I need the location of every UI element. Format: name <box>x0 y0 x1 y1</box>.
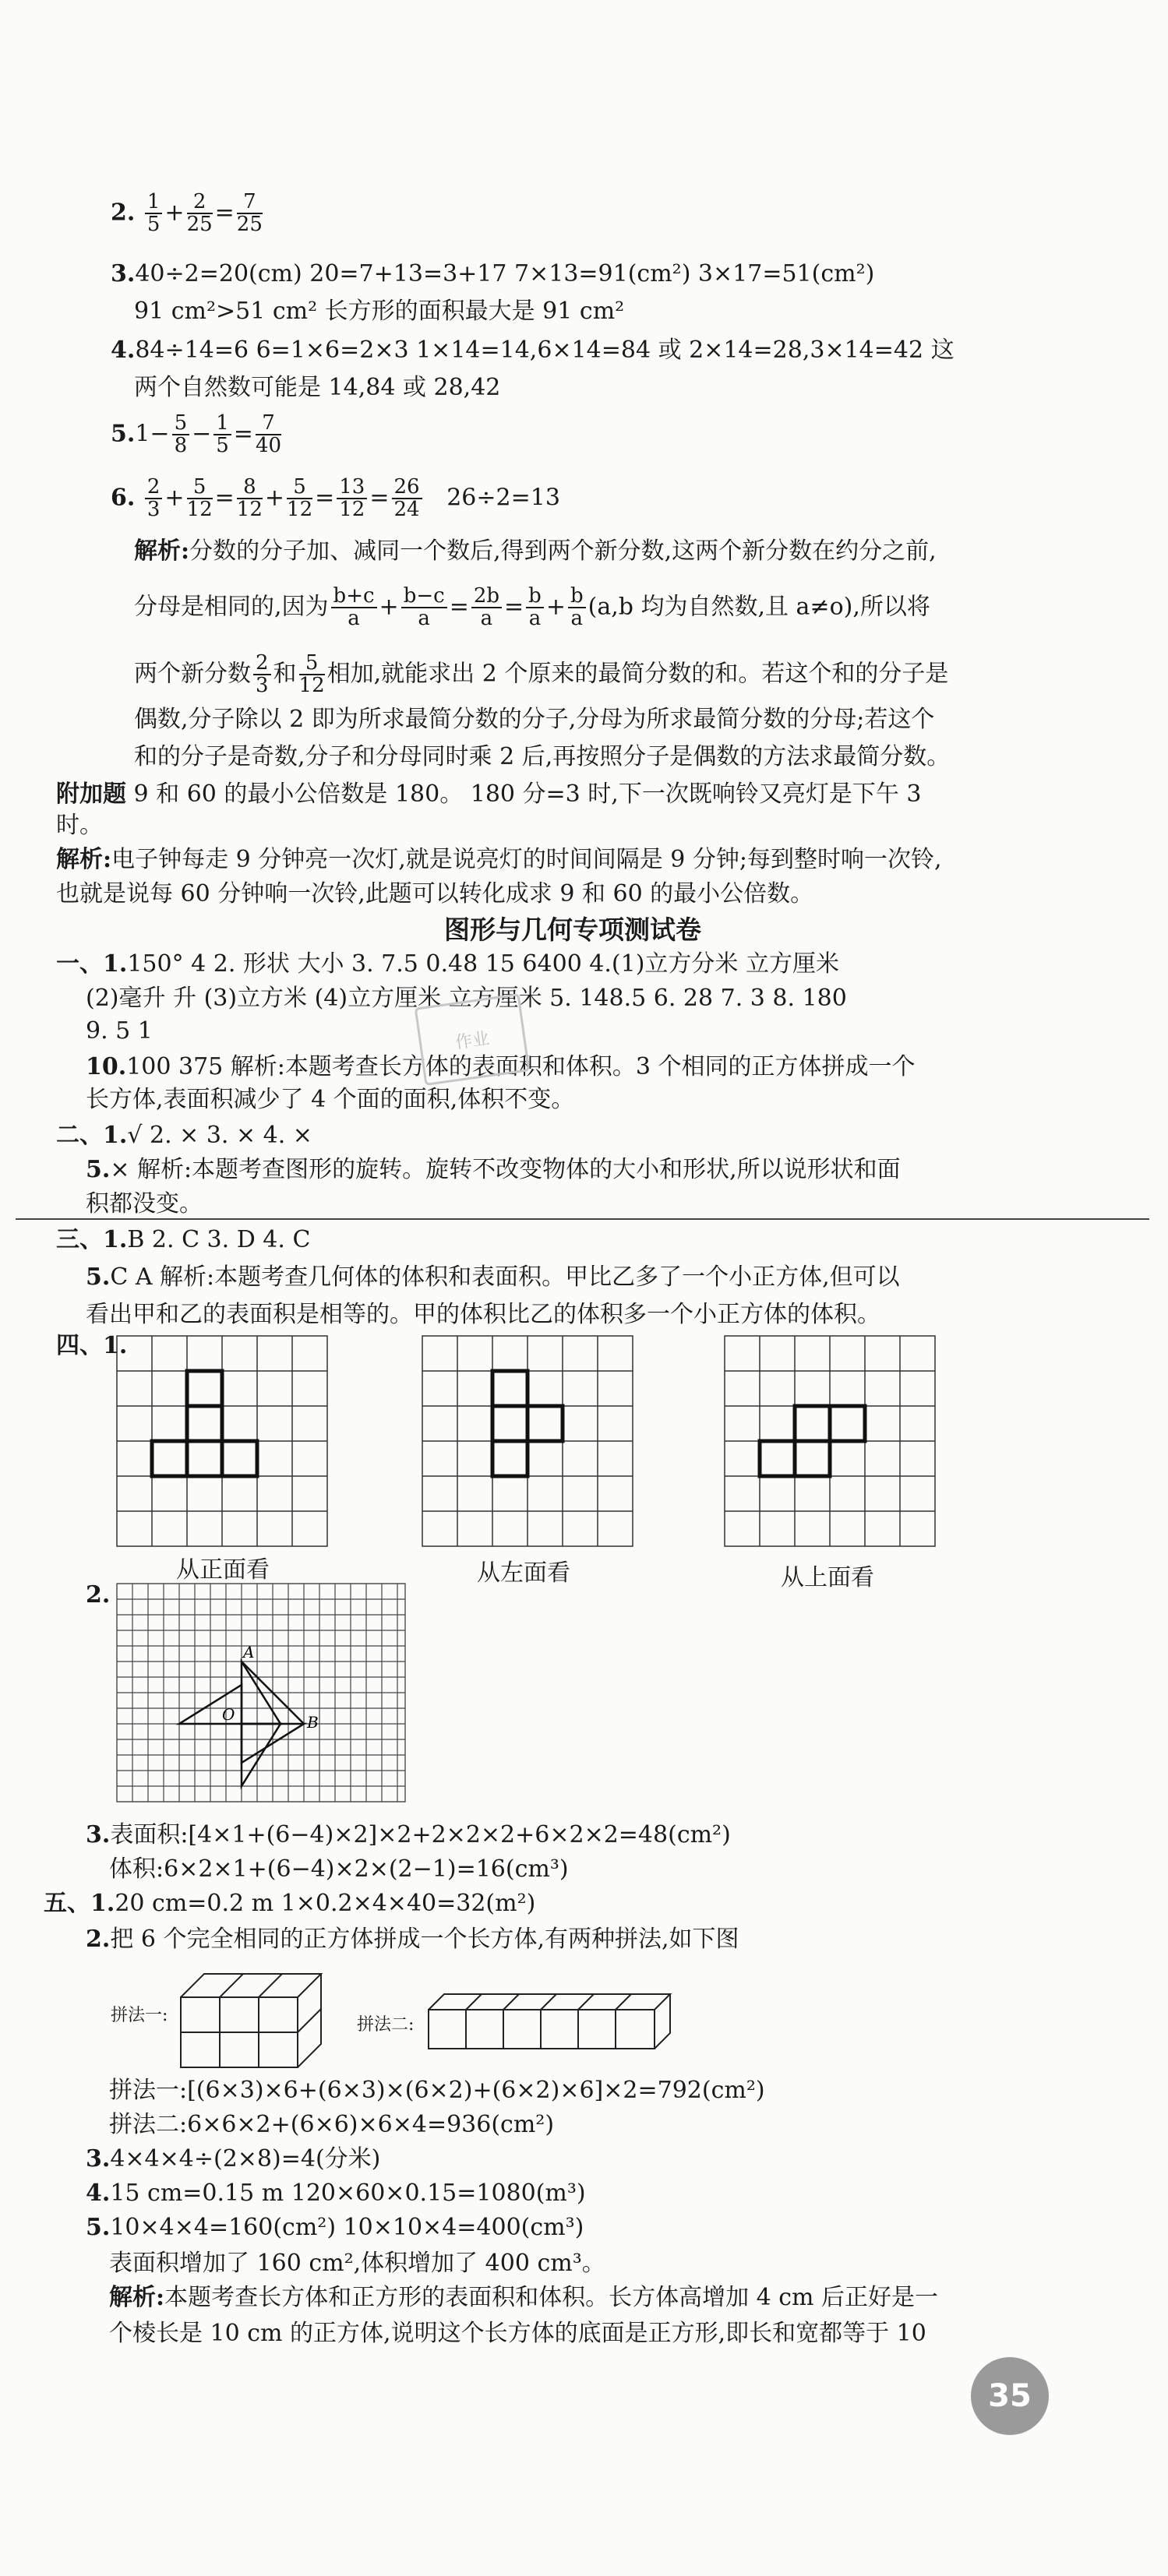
answer-line-4b: 两个自然数可能是 14,84 或 28,42 <box>134 374 501 401</box>
sec5-2-line2: 拼法二:6×6×2+(6×6)×6×4=936(cm²) <box>109 2111 555 2138</box>
bonus-line4: 也就是说每 60 分钟响一次铃,此题可以转化成求 9 和 60 的最小公倍数。 <box>56 880 814 907</box>
sec1-line4: 10.100 375 解析:本题考查长方体的表面积和体积。3 个相同的正方体拼成一个 <box>86 1053 916 1080</box>
sec4-3-line1: 3.表面积:[4×1+(6−4)×2]×2+2×2×2+6×2×2=48(cm²) <box>86 1821 731 1848</box>
sec5-5-line2: 表面积增加了 160 cm²,体积增加了 400 cm³。 <box>109 2250 605 2277</box>
front-view-grid <box>109 1332 335 1550</box>
sec3-line1: 三、1.B 2. C 3. D 4. C <box>56 1226 311 1253</box>
bonus-line2: 时。 <box>56 812 103 839</box>
answer-line-2: 2. $\frac{1}{5}$ + $\frac{2}{25}$ = $\frac{7}{25}$ <box>111 190 263 237</box>
sec4-3-line2: 体积:6×2×1+(6−4)×2×(2−1)=16(cm³) <box>109 1855 569 1883</box>
analysis-6-line4: 偶数,分子除以 2 即为所求最简分数的分子,分母为所求最简分数的分母;若这个 <box>134 706 935 733</box>
left-view-caption: 从左面看 <box>477 1559 570 1587</box>
answer-line-3a: 3.40÷2=20(cm) 20=7+13=3+17 7×13=91(cm²) 3×17=51(cm²) <box>111 260 875 287</box>
sec2-line3: 积都没变。 <box>86 1190 203 1218</box>
method2-figure <box>421 1979 678 2056</box>
sec4-2-label: 2. <box>86 1581 111 1609</box>
method1-figure <box>173 1958 329 2075</box>
sec4-label: 四、1. <box>56 1332 128 1359</box>
watermark-stamp: 作业 <box>415 993 531 1086</box>
top-view-caption: 从上面看 <box>781 1564 874 1591</box>
sec5-5-line4: 个棱长是 10 cm 的正方体,说明这个长方体的底面是正方形,即长和宽都等于 10 <box>109 2320 926 2347</box>
sec5-5-line1: 5.10×4×4=160(cm²) 10×10×4=400(cm³) <box>86 2214 584 2241</box>
method1-label: 拼法一: <box>111 2006 168 2025</box>
page-divider <box>16 1218 1149 1220</box>
sec5-5-line3: 解析:本题考查长方体和正方形的表面积和体积。长方体高增加 4 cm 后正好是一 <box>109 2284 939 2311</box>
page-number: 35 <box>971 2357 1049 2435</box>
sec5-2-line1: 拼法一:[(6×3)×6+(6×3)×(6×2)+(6×2)×6]×2=792(cm²) <box>109 2077 765 2104</box>
top-view-grid <box>717 1332 943 1550</box>
answer-line-3b: 91 cm²>51 cm² 长方形的面积最大是 91 cm² <box>134 298 625 325</box>
sec5-line1: 五、1.20 cm=0.2 m 1×0.2×4×40=32(m²) <box>44 1890 536 1917</box>
sec3-line2: 5.C A 解析:本题考查几何体的体积和表面积。甲比乙多了一个小正方体,但可以 <box>86 1263 900 1291</box>
sec2-line2: 5.× 解析:本题考查图形的旋转。旋转不改变物体的大小和形状,所以说形状和面 <box>86 1156 901 1183</box>
section-title: 图形与几何专项测试卷 <box>444 914 701 945</box>
analysis-6-line2: 分母是相同的,因为 $\frac{b+c}{a}$ + $\frac{b-c}{a}$ = $\frac{2b}{a}$ = $\frac{b}{a}$ + $\frac{b}{a}$ (a,b 均为自然数,且 a≠o),所以将 <box>134 584 930 631</box>
answer-line-4a: 4.84÷14=6 6=1×6=2×3 1×14=14,6×14=84 或 2×14=28,3×14=42 这 <box>111 337 955 364</box>
bonus-line1: 附加题 9 和 60 的最小公倍数是 180。 180 分=3 时,下一次既响铃又亮灯是下午 3 <box>56 781 922 808</box>
front-view-caption: 从正面看 <box>176 1556 270 1584</box>
sec2-line1: 二、1.√ 2. × 3. × 4. × <box>56 1122 312 1149</box>
bonus-line3: 解析:电子钟每走 9 分钟亮一次灯,就是说亮灯的时间间隔是 9 分钟;每到整时响一次铃, <box>56 846 942 873</box>
sec1-line3: 9. 5 1 <box>86 1017 153 1045</box>
method2-label: 拼法二: <box>357 2015 415 2035</box>
label-a: A <box>243 1643 255 1662</box>
sec3-line3: 看出甲和乙的表面积是相等的。甲的体积比乙的体积多一个小正方体的体积。 <box>86 1301 880 1328</box>
analysis-6-line3: 两个新分数 $\frac{2}{3}$ 和 $\frac{5}{12}$ 相加,就能求出 2 个原来的最简分数的和。若这个和的分子是 <box>134 651 949 698</box>
sec1-line2: (2)毫升 升 (3)立方米 (4)立方厘米 立方厘米 5. 148.5 6. 28 7. 3 8. 180 <box>86 985 847 1012</box>
analysis-6-line5: 和的分子是奇数,分子和分母同时乘 2 后,再按照分子是偶数的方法求最简分数。 <box>134 743 951 770</box>
sec5-4: 4.15 cm=0.15 m 120×60×0.15=1080(m³) <box>86 2180 586 2207</box>
analysis-6-line1: 解析:分数的分子加、减同一个数后,得到两个新分数,这两个新分数在约分之前, <box>134 537 937 565</box>
sec5-3: 3.4×4×4÷(2×8)=4(分米) <box>86 2145 381 2173</box>
sec5-line2: 2.把 6 个完全相同的正方体拼成一个长方体,有两种拼法,如下图 <box>86 1926 739 1953</box>
label-b: B <box>307 1713 319 1732</box>
sec1-line5: 长方体,表面积减少了 4 个面的面积,体积不变。 <box>86 1086 575 1113</box>
rotation-grid <box>109 1580 413 1806</box>
left-view-grid <box>415 1332 640 1550</box>
answer-line-5: 5.1− $\frac{5}{8}$ − $\frac{1}{5}$ = $\frac{7}{40}$ <box>111 411 282 458</box>
sec1-line1: 一、1.150° 4 2. 形状 大小 3. 7.5 0.48 15 6400 4.(1)立方分米 立方厘米 <box>56 950 839 978</box>
label-o: O <box>222 1705 235 1724</box>
answer-line-6: 6. $\frac{2}{3}$ + $\frac{5}{12}$ = $\frac{8}{12}$ + $\frac{5}{12}$ = $\frac{13}{12}$ = $\frac{26}{24}$ 26÷2=13 <box>111 475 560 522</box>
